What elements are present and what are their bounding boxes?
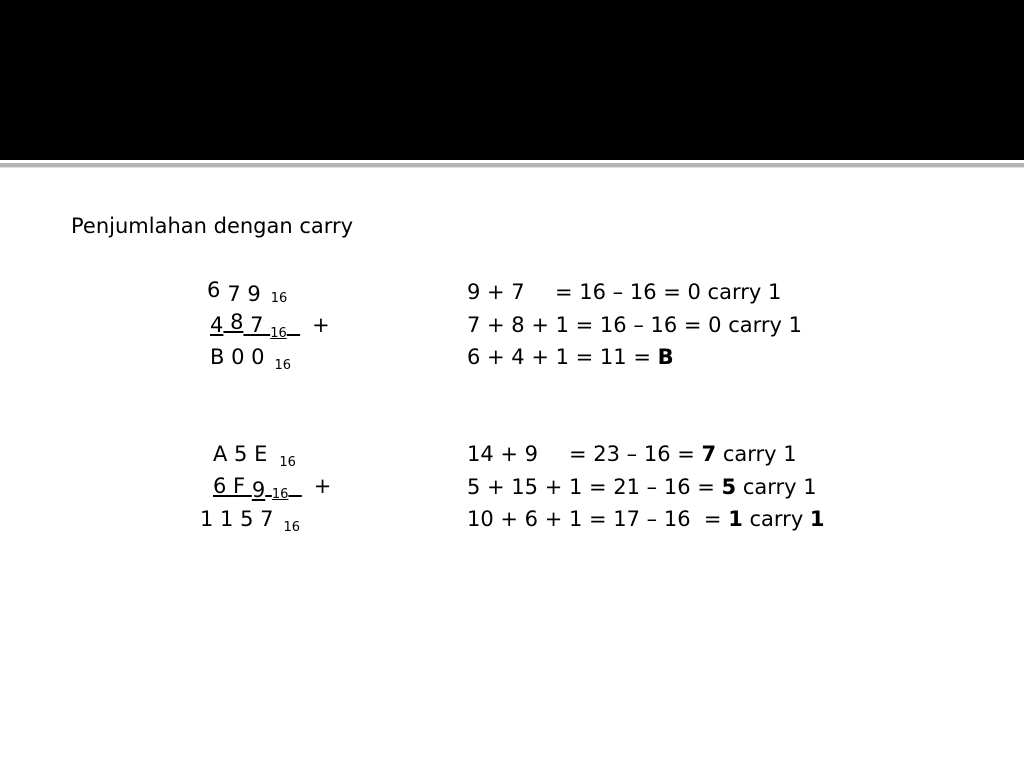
ex2-operand-b-digits: 6 F bbox=[213, 474, 246, 498]
ex1-step-3 bbox=[467, 345, 674, 369]
ex2-step-3-carry-label: carry bbox=[742, 507, 810, 531]
ex2-step-1-left: 14 + 9 bbox=[467, 442, 539, 466]
ex1-operand-a bbox=[207, 278, 287, 306]
ex2-operand-a-base: 16 bbox=[279, 455, 296, 470]
heading: Penjumlahan dengan carry bbox=[71, 214, 354, 238]
ex2-step-3-carry-value: 1 bbox=[809, 507, 825, 531]
ex1-operand-b-digit-2: 8 bbox=[230, 310, 244, 334]
ex1-step-2: 7 + 8 + 1 = 16 – 16 = 0 carry 1 bbox=[467, 313, 802, 337]
ex2-result bbox=[200, 507, 300, 535]
ex1-result-base: 16 bbox=[274, 358, 292, 373]
ex2-step-1-text: = 23 – 16 = bbox=[569, 442, 702, 466]
ex2-step-1-carry: carry 1 bbox=[716, 442, 797, 466]
ex2-step-3-result: 1 bbox=[728, 507, 743, 531]
ex2-step-2-carry: carry 1 bbox=[736, 475, 817, 499]
ex1-operand-b bbox=[210, 310, 330, 341]
ex1-step-3-result: B bbox=[657, 345, 674, 369]
ex1-operand-a-rest: 7 9 bbox=[227, 282, 261, 306]
ex1-result-value: B 0 0 bbox=[210, 345, 265, 369]
ex1-result bbox=[210, 345, 291, 373]
ex2-operand-a bbox=[213, 442, 296, 470]
ex1-plus-operator: + bbox=[312, 313, 330, 337]
ex2-result-base: 16 bbox=[283, 520, 301, 535]
ex2-operand-b-last-digit: 9 bbox=[251, 478, 266, 502]
ex2-step-1-result: 7 bbox=[701, 442, 717, 466]
ex1-operand-a-base: 16 bbox=[270, 291, 288, 306]
ex1-step-1-left: 9 + 7 bbox=[467, 280, 525, 304]
ex2-step-3-text: 10 + 6 + 1 = 17 – 16 = bbox=[467, 507, 729, 531]
ex1-step-1-right: = 16 – 16 = 0 carry 1 bbox=[555, 280, 782, 304]
ex2-operand-b bbox=[213, 474, 331, 502]
ex2-step-2-result: 5 bbox=[721, 475, 737, 499]
ex2-operand-a-value: A 5 E bbox=[213, 442, 268, 466]
title-divider bbox=[0, 163, 1024, 168]
ex1-step-3-text: 6 + 4 + 1 = 11 = bbox=[467, 345, 658, 369]
ex1-operand-b-digit-3: 7 bbox=[250, 313, 264, 337]
ex2-step-1-right bbox=[569, 442, 797, 466]
ex2-plus-operator: + bbox=[313, 474, 332, 498]
ex2-step-2-text: 5 + 15 + 1 = 21 – 16 = bbox=[467, 475, 722, 499]
title-band bbox=[0, 0, 1024, 160]
ex2-operand-b-base: 16 bbox=[271, 487, 289, 502]
ex2-step-3 bbox=[467, 507, 825, 531]
ex2-result-value: 1 1 5 7 bbox=[200, 507, 274, 531]
ex2-step-2 bbox=[467, 475, 817, 499]
ex1-operand-a-first-digit: 6 bbox=[207, 278, 221, 302]
ex1-operand-b-digit-1: 4 bbox=[210, 313, 224, 337]
ex1-operand-b-base: 16 bbox=[270, 326, 287, 341]
